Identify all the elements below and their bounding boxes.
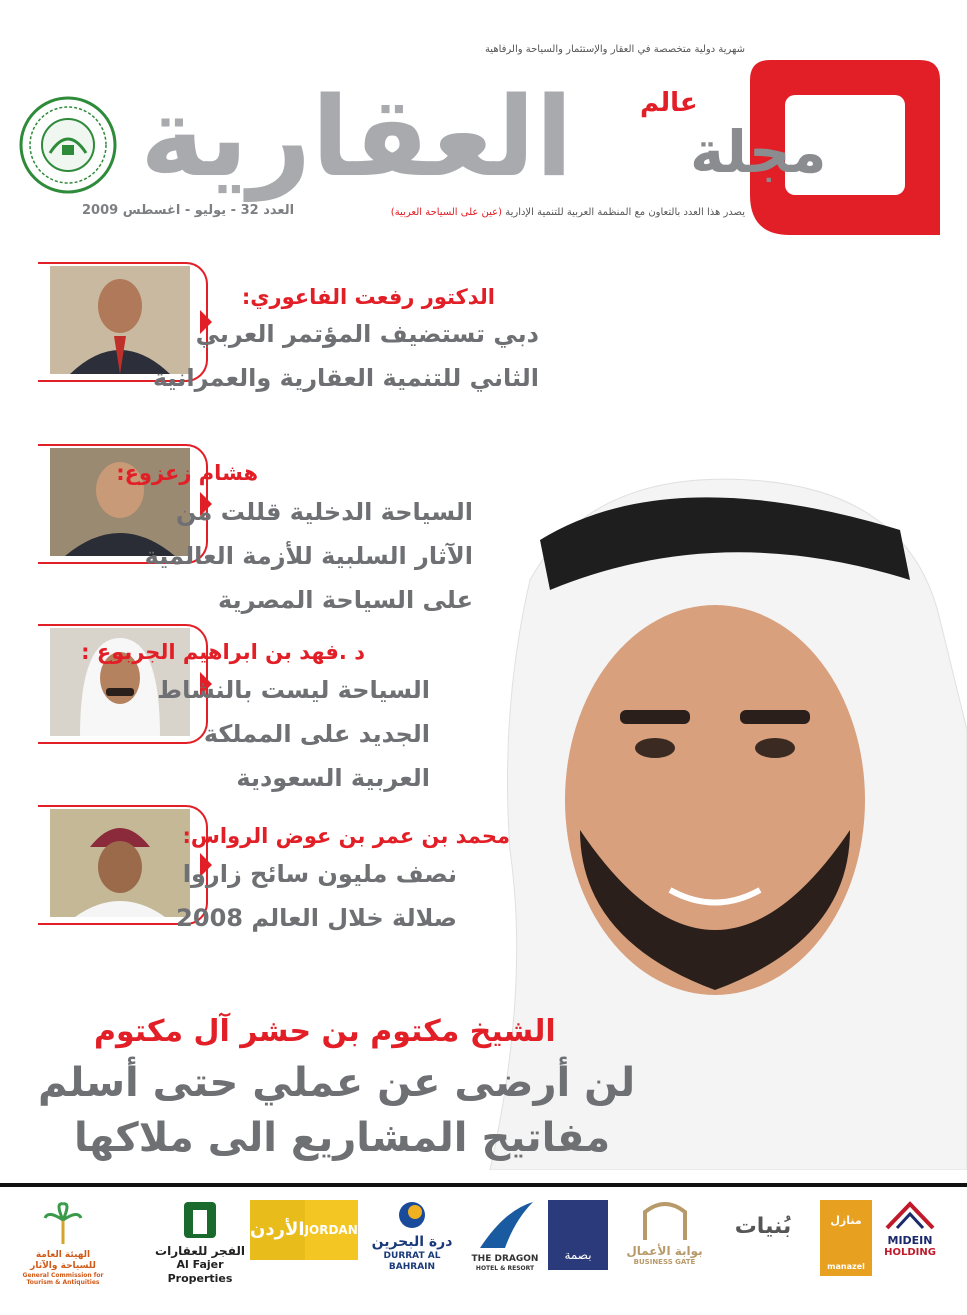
sponsor-the-dragon: [470, 1200, 540, 1290]
tagline: شهرية دولية متخصصة في العقار والإستثمار والسياحة والرفاهية: [484, 44, 745, 55]
headline-2-line-2: الآثار السلبية للأزمة العالمية: [144, 542, 473, 570]
sponsor-3-sub: JORDAN: [305, 1200, 358, 1260]
headline-text-4: [176, 852, 457, 940]
headline-text-2: [145, 490, 473, 622]
headline-1-line-1: دبي تستضيف المؤتمر العربي: [195, 320, 539, 348]
title-majalla: مجلة: [690, 118, 827, 186]
sponsor-7-label: بوابة الأعمال: [626, 1244, 703, 1258]
headline-name-4: محمد بن عمر بن عوض الرواس:: [182, 824, 510, 848]
sponsor-1-sub: General Commission for Tourism & Antiquities: [22, 1271, 104, 1286]
sponsor-9-sub: manazel: [827, 1262, 865, 1272]
headline-name-3: د .فهد بن ابراهيم الجربوع :: [81, 640, 365, 664]
sponsor-1-label: الهيئة العامة للسياحة والآثار: [30, 1250, 96, 1271]
sponsor-bunyat: [718, 1200, 808, 1290]
sponsor-durrat-al-bahrain: [362, 1200, 462, 1290]
headline-4-line-2: صلالة خلال العالم 2008: [176, 904, 457, 932]
headline-1-line-2: الثاني للتنمية العقارية والعمرانية: [152, 364, 539, 392]
sponsor-jordan: [250, 1200, 358, 1290]
footer-divider: [0, 1183, 967, 1187]
sponsor-tourism-commission: [18, 1200, 108, 1290]
sponsor-6-label: بصمة: [548, 1200, 608, 1270]
headline-text-1: [153, 312, 539, 400]
sponsor-4-sub: DURRAT AL BAHRAIN: [383, 1250, 441, 1272]
sponsor-3-label: الأردن: [250, 1200, 305, 1260]
sponsor-9-label: منازل: [830, 1214, 862, 1227]
business-gate-icon: [640, 1200, 690, 1240]
sponsor-al-fajer: [155, 1200, 245, 1290]
dragon-wing-icon: [475, 1200, 535, 1250]
headline-3-line-2: الجديد على المملكة: [203, 720, 430, 748]
durrat-logo-icon: [397, 1200, 427, 1230]
sponsor-10-label: MIDEIN: [887, 1234, 933, 1247]
issue-info: العدد 32 - يوليو - اغسطس 2009: [82, 203, 295, 218]
arab-organization-seal-icon: [18, 95, 118, 195]
sponsor-2-sub: Al Fajer Properties: [167, 1258, 233, 1285]
headline-name-1: الدكتور رفعت الفاعوري:: [241, 285, 495, 309]
sponsor-5-label: THE DRAGON: [471, 1254, 539, 1264]
sponsor-7-sub: BUSINESS GATE: [633, 1258, 696, 1267]
cover-story-line-1: لن أرضى عن عملي حتى أسلم: [38, 1060, 636, 1106]
issued-with: [391, 207, 745, 218]
sponsor-5-sub: HOTEL & RESORT: [475, 1264, 535, 1272]
headline-name-2: هشام زعزوع:: [116, 461, 258, 485]
issued-with-text: يصدر هذا العدد بالتعاون مع المنظمة العربية للتنمية الإدارية: [505, 207, 745, 218]
sponsor-manazel: [820, 1200, 872, 1290]
midein-logo-icon: [885, 1200, 935, 1230]
headline-text-3: [157, 668, 430, 800]
title-aqaria: العقارية: [140, 73, 573, 201]
sponsor-midein: [880, 1200, 940, 1290]
headline-4-line-1: نصف مليون سائح زاروا: [182, 860, 457, 888]
sponsor-basma: [548, 1200, 608, 1290]
issued-with-highlight: (عين على السياحة العربية): [390, 207, 503, 218]
cover-story-name: الشيخ مكتوم بن حشر آل مكتوم: [94, 1014, 556, 1049]
sponsor-2-label: الفجر للعقارات: [155, 1244, 245, 1258]
title-alam: عالم: [640, 88, 698, 118]
headline-2-line-1: السياحة الدخلية قللت من: [175, 498, 473, 526]
sponsor-4-label: درة البحرين: [371, 1234, 453, 1250]
cover-story-line-2: مفاتيح المشاريع الى ملاكها: [74, 1115, 611, 1161]
palm-logo-icon: [43, 1200, 83, 1246]
sponsor-business-gate: [617, 1200, 712, 1290]
headline-3-line-3: العربية السعودية: [236, 764, 430, 792]
headline-3-line-1: السياحة ليست بالنشاط: [157, 676, 430, 704]
sponsor-8-label: بُنيات: [734, 1214, 792, 1239]
sponsor-10-sub: HOLDING: [884, 1247, 936, 1259]
fajer-logo-icon: [182, 1200, 218, 1240]
headline-2-line-3: على السياحة المصرية: [218, 586, 473, 614]
